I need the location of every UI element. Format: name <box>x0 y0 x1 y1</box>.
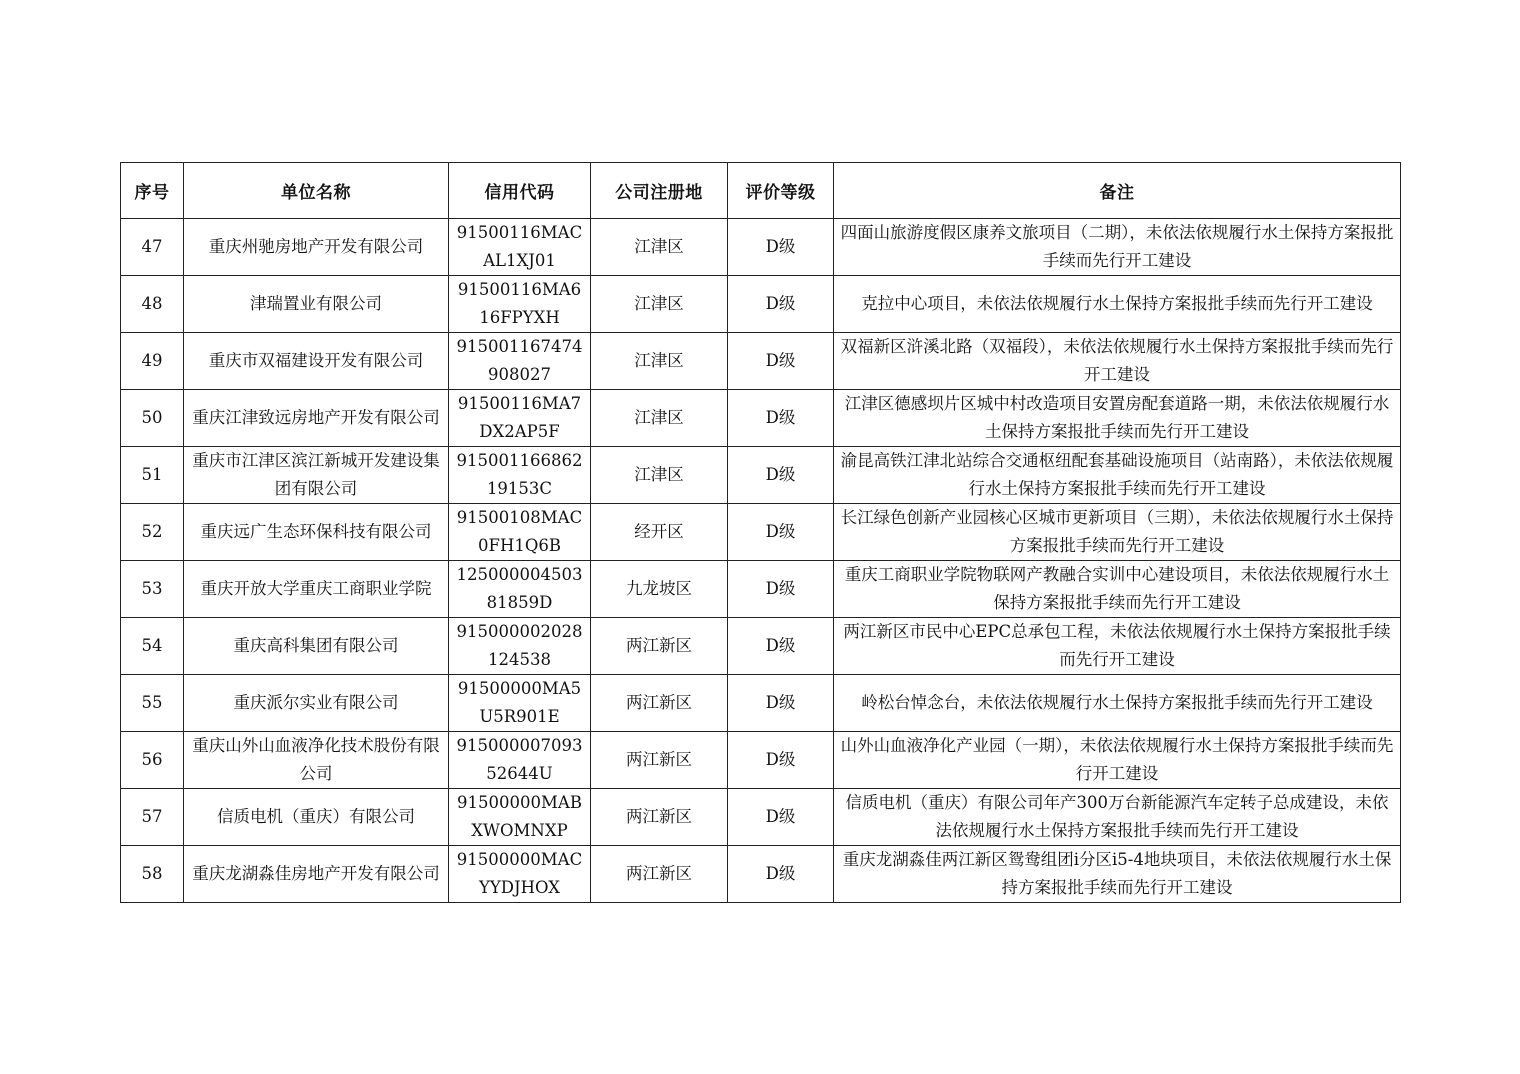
cell-code: 915001167474908027 <box>449 333 591 390</box>
table-row <box>121 789 1401 846</box>
cell-region: 两江新区 <box>591 618 728 675</box>
cell-seq: 47 <box>121 219 184 276</box>
cell-grade: D级 <box>728 675 834 732</box>
cell-name: 重庆山外山血液净化技术股份有限公司 <box>184 732 449 789</box>
table-row <box>121 447 1401 504</box>
cell-seq: 53 <box>121 561 184 618</box>
table-row <box>121 561 1401 618</box>
cell-grade: D级 <box>728 390 834 447</box>
cell-seq: 50 <box>121 390 184 447</box>
cell-region: 两江新区 <box>591 789 728 846</box>
table-row <box>121 618 1401 675</box>
cell-grade: D级 <box>728 219 834 276</box>
cell-code: 915000002028124538 <box>449 618 591 675</box>
cell-note: 四面山旅游度假区康养文旅项目（二期），未依法依规履行水土保持方案报批手续而先行开工建设 <box>834 219 1401 276</box>
cell-note: 岭松台悼念台，未依法依规履行水土保持方案报批手续而先行开工建设 <box>834 675 1401 732</box>
header-note: 备注 <box>834 163 1401 219</box>
cell-region: 经开区 <box>591 504 728 561</box>
cell-region: 江津区 <box>591 219 728 276</box>
cell-code: 12500000450381859D <box>449 561 591 618</box>
cell-seq: 58 <box>121 846 184 903</box>
cell-note: 江津区德感坝片区城中村改造项目安置房配套道路一期，未依法依规履行水土保持方案报批手续而先行开工建设 <box>834 390 1401 447</box>
cell-note: 克拉中心项目，未依法依规履行水土保持方案报批手续而先行开工建设 <box>834 276 1401 333</box>
cell-code: 91500116MACAL1XJ01 <box>449 219 591 276</box>
table-row <box>121 732 1401 789</box>
header-code: 信用代码 <box>449 163 591 219</box>
cell-note: 重庆龙湖淼佳两江新区鸳鸯组团i分区i5-4地块项目，未依法依规履行水土保持方案报批手续而先行开工建设 <box>834 846 1401 903</box>
table-row <box>121 504 1401 561</box>
cell-name: 重庆远广生态环保科技有限公司 <box>184 504 449 561</box>
cell-name: 信质电机（重庆）有限公司 <box>184 789 449 846</box>
header-grade: 评价等级 <box>728 163 834 219</box>
table-row <box>121 276 1401 333</box>
cell-name: 重庆开放大学重庆工商职业学院 <box>184 561 449 618</box>
cell-grade: D级 <box>728 732 834 789</box>
cell-code: 91500116686219153C <box>449 447 591 504</box>
cell-grade: D级 <box>728 846 834 903</box>
cell-grade: D级 <box>728 504 834 561</box>
cell-code: 91500000MA5U5R901E <box>449 675 591 732</box>
cell-name: 重庆龙湖淼佳房地产开发有限公司 <box>184 846 449 903</box>
credit-evaluation-table <box>120 162 1401 903</box>
table-row <box>121 846 1401 903</box>
cell-note: 信质电机（重庆）有限公司年产300万台新能源汽车定转子总成建设，未依法依规履行水土保持方案报批手续而先行开工建设 <box>834 789 1401 846</box>
cell-note: 山外山血液净化产业园（一期），未依法依规履行水土保持方案报批手续而先行开工建设 <box>834 732 1401 789</box>
cell-region: 江津区 <box>591 333 728 390</box>
cell-note: 长江绿色创新产业园核心区城市更新项目（三期），未依法依规履行水土保持方案报批手续而先行开工建设 <box>834 504 1401 561</box>
table-row <box>121 675 1401 732</box>
cell-code: 91500108MAC0FH1Q6B <box>449 504 591 561</box>
table-row <box>121 390 1401 447</box>
cell-code: 91500000MACYYDJHOX <box>449 846 591 903</box>
cell-region: 两江新区 <box>591 846 728 903</box>
cell-grade: D级 <box>728 276 834 333</box>
cell-grade: D级 <box>728 789 834 846</box>
cell-code: 91500116MA7DX2AP5F <box>449 390 591 447</box>
cell-note: 两江新区市民中心EPC总承包工程，未依法依规履行水土保持方案报批手续而先行开工建设 <box>834 618 1401 675</box>
cell-code: 91500116MA616FPYXH <box>449 276 591 333</box>
cell-note: 双福新区浒溪北路（双福段），未依法依规履行水土保持方案报批手续而先行开工建设 <box>834 333 1401 390</box>
cell-name: 重庆派尔实业有限公司 <box>184 675 449 732</box>
header-region: 公司注册地 <box>591 163 728 219</box>
cell-region: 两江新区 <box>591 675 728 732</box>
header-seq: 序号 <box>121 163 184 219</box>
cell-grade: D级 <box>728 447 834 504</box>
header-name: 单位名称 <box>184 163 449 219</box>
cell-region: 江津区 <box>591 390 728 447</box>
table-row <box>121 333 1401 390</box>
cell-code: 91500000MABXWOMNXP <box>449 789 591 846</box>
cell-seq: 49 <box>121 333 184 390</box>
table-header-row <box>121 163 1401 219</box>
cell-code: 91500000709352644U <box>449 732 591 789</box>
cell-seq: 48 <box>121 276 184 333</box>
cell-seq: 57 <box>121 789 184 846</box>
cell-region: 江津区 <box>591 276 728 333</box>
cell-seq: 51 <box>121 447 184 504</box>
cell-name: 重庆市双福建设开发有限公司 <box>184 333 449 390</box>
table-row <box>121 219 1401 276</box>
cell-note: 重庆工商职业学院物联网产教融合实训中心建设项目，未依法依规履行水土保持方案报批手续而先行开工建设 <box>834 561 1401 618</box>
cell-grade: D级 <box>728 618 834 675</box>
cell-seq: 55 <box>121 675 184 732</box>
cell-grade: D级 <box>728 561 834 618</box>
cell-note: 渝昆高铁江津北站综合交通枢纽配套基础设施项目（站南路），未依法依规履行水土保持方案报批手续而先行开工建设 <box>834 447 1401 504</box>
cell-seq: 52 <box>121 504 184 561</box>
cell-region: 江津区 <box>591 447 728 504</box>
cell-region: 九龙坡区 <box>591 561 728 618</box>
cell-seq: 56 <box>121 732 184 789</box>
cell-name: 津瑞置业有限公司 <box>184 276 449 333</box>
cell-grade: D级 <box>728 333 834 390</box>
cell-seq: 54 <box>121 618 184 675</box>
cell-region: 两江新区 <box>591 732 728 789</box>
cell-name: 重庆江津致远房地产开发有限公司 <box>184 390 449 447</box>
cell-name: 重庆州驰房地产开发有限公司 <box>184 219 449 276</box>
cell-name: 重庆高科集团有限公司 <box>184 618 449 675</box>
cell-name: 重庆市江津区滨江新城开发建设集团有限公司 <box>184 447 449 504</box>
